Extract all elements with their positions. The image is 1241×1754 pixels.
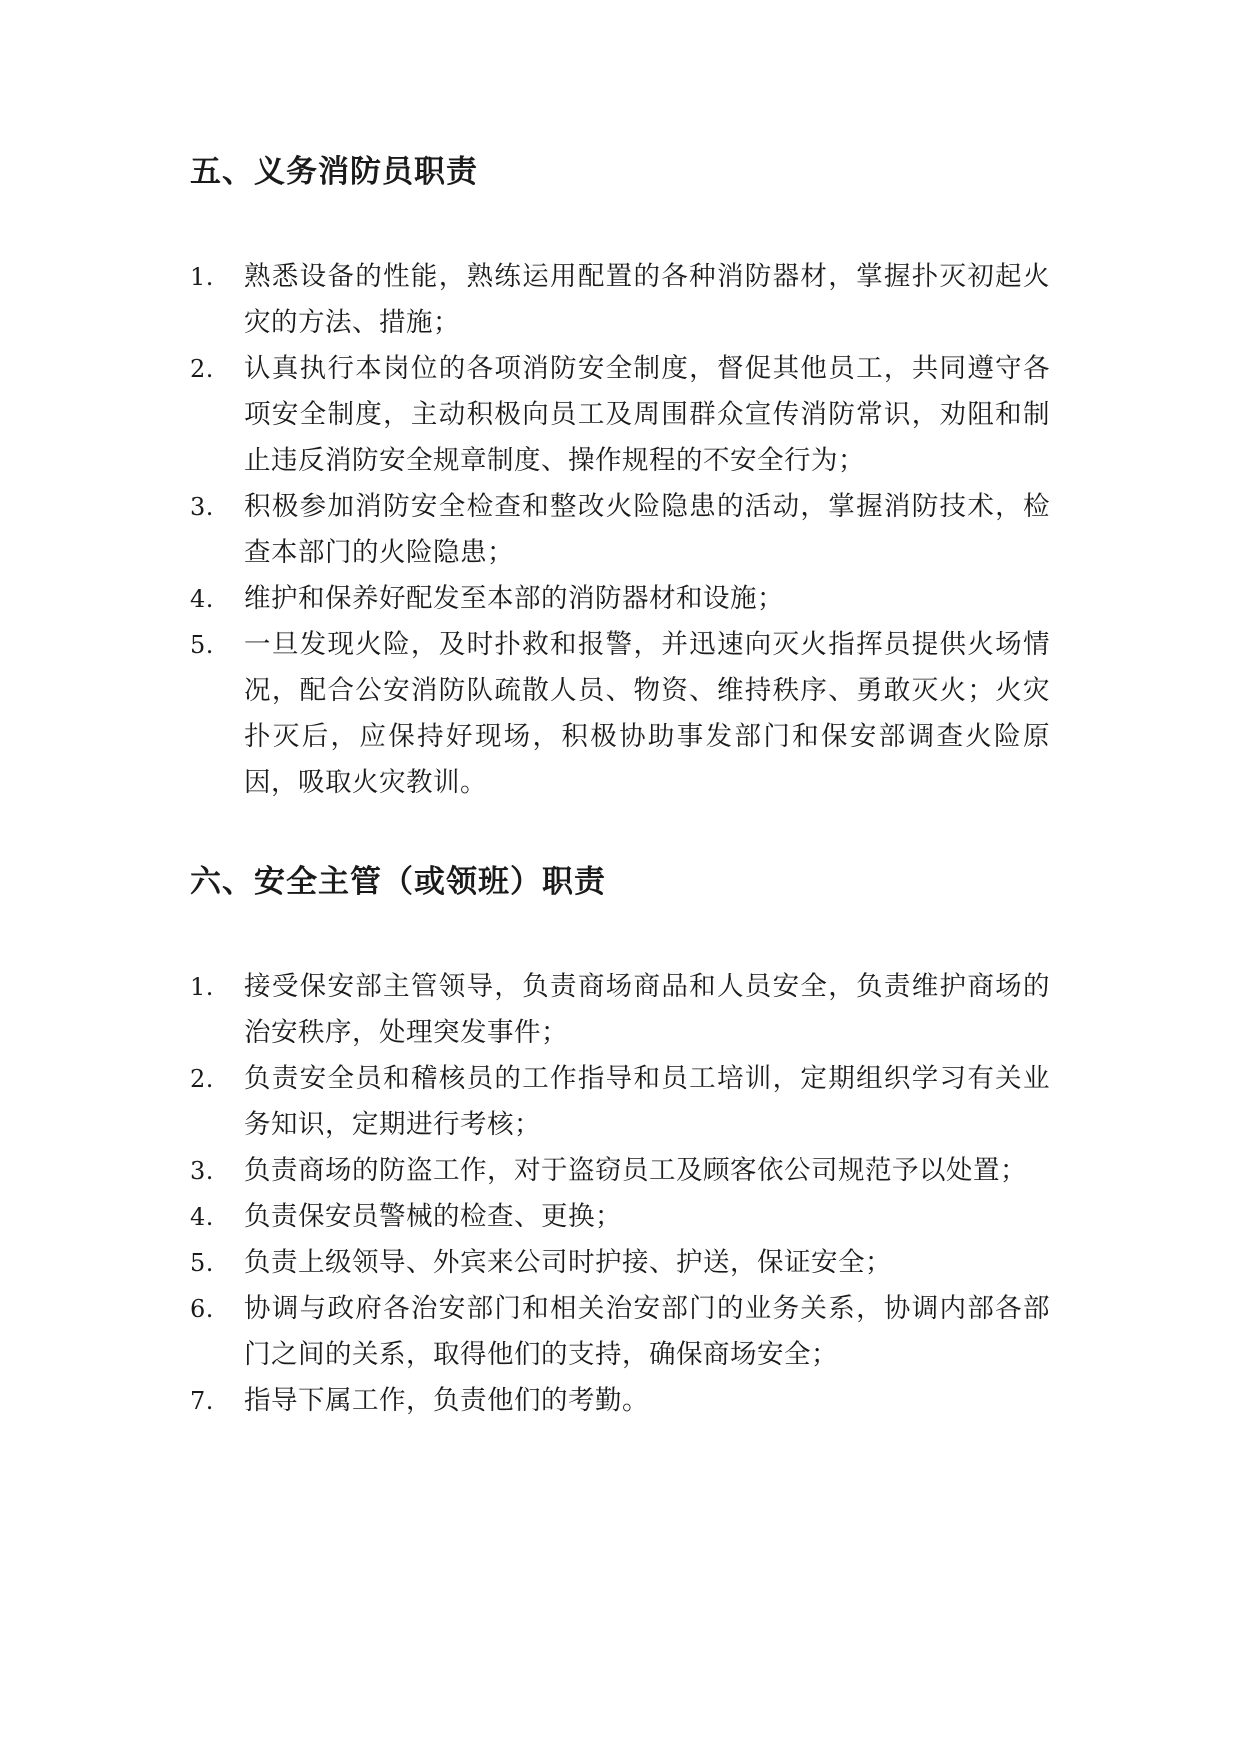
item-number: 3. bbox=[190, 493, 214, 521]
item-number: 1. bbox=[190, 973, 214, 1001]
item-text: 协调与政府各治安部门和相关治安部门的业务关系，协调内部各部门之间的关系，取得他们的支持，确保商场安全； bbox=[244, 1293, 1050, 1370]
item-number: 6. bbox=[190, 1295, 214, 1323]
item-number: 5. bbox=[190, 631, 214, 659]
section-heading: 五、义务消防员职责 bbox=[190, 154, 478, 190]
item-text: 熟悉设备的性能，熟练运用配置的各种消防器材，掌握扑灭初起火灾的方法、措施； bbox=[244, 261, 1050, 338]
list-item bbox=[190, 1286, 1050, 1378]
item-number: 2. bbox=[190, 355, 214, 383]
list-item bbox=[190, 964, 1050, 1056]
item-text: 维护和保养好配发至本部的消防器材和设施； bbox=[244, 583, 784, 614]
item-number: 2. bbox=[190, 1065, 214, 1093]
section-volunteer-firefighter bbox=[190, 150, 1050, 806]
item-text: 负责上级领导、外宾来公司时护接、护送，保证安全； bbox=[244, 1247, 892, 1278]
list-item bbox=[190, 1148, 1050, 1194]
list-item bbox=[190, 484, 1050, 576]
item-text: 负责安全员和稽核员的工作指导和员工培训，定期组织学习有关业务知识，定期进行考核； bbox=[244, 1063, 1050, 1140]
item-text: 积极参加消防安全检查和整改火险隐患的活动，掌握消防技术，检查本部门的火险隐患； bbox=[244, 491, 1050, 568]
item-number: 4. bbox=[190, 585, 214, 613]
duty-list bbox=[190, 254, 1050, 806]
item-number: 3. bbox=[190, 1157, 214, 1185]
item-text: 接受保安部主管领导，负责商场商品和人员安全，负责维护商场的治安秩序，处理突发事件； bbox=[244, 971, 1050, 1048]
item-text: 指导下属工作，负责他们的考勤。 bbox=[244, 1385, 649, 1416]
list-item bbox=[190, 254, 1050, 346]
item-number: 4. bbox=[190, 1203, 214, 1231]
section-security-supervisor bbox=[190, 860, 1050, 1424]
item-text: 认真执行本岗位的各项消防安全制度，督促其他员工，共同遵守各项安全制度，主动积极向员工及周围群众宣传消防常识，劝阻和制止违反消防安全规章制度、操作规程的不安全行为； bbox=[244, 353, 1050, 476]
section-heading: 六、安全主管（或领班）职责 bbox=[190, 864, 606, 900]
list-item bbox=[190, 1056, 1050, 1148]
list-item bbox=[190, 1240, 1050, 1286]
list-item bbox=[190, 1194, 1050, 1240]
list-item bbox=[190, 1378, 1050, 1424]
duty-list bbox=[190, 964, 1050, 1424]
item-text: 一旦发现火险，及时扑救和报警，并迅速向灭火指挥员提供火场情况，配合公安消防队疏散人员、物资、维持秩序、勇敢灭火；火灾扑灭后，应保持好现场，积极协助事发部门和保安部调查火险原因，吸取火灾教训。 bbox=[244, 629, 1050, 798]
list-item bbox=[190, 346, 1050, 484]
item-number: 5. bbox=[190, 1249, 214, 1277]
item-text: 负责保安员警械的检查、更换； bbox=[244, 1201, 622, 1232]
list-item bbox=[190, 622, 1050, 806]
item-number: 1. bbox=[190, 263, 214, 291]
list-item bbox=[190, 576, 1050, 622]
item-number: 7. bbox=[190, 1387, 214, 1415]
item-text: 负责商场的防盗工作，对于盗窃员工及顾客依公司规范予以处置； bbox=[244, 1155, 1027, 1186]
